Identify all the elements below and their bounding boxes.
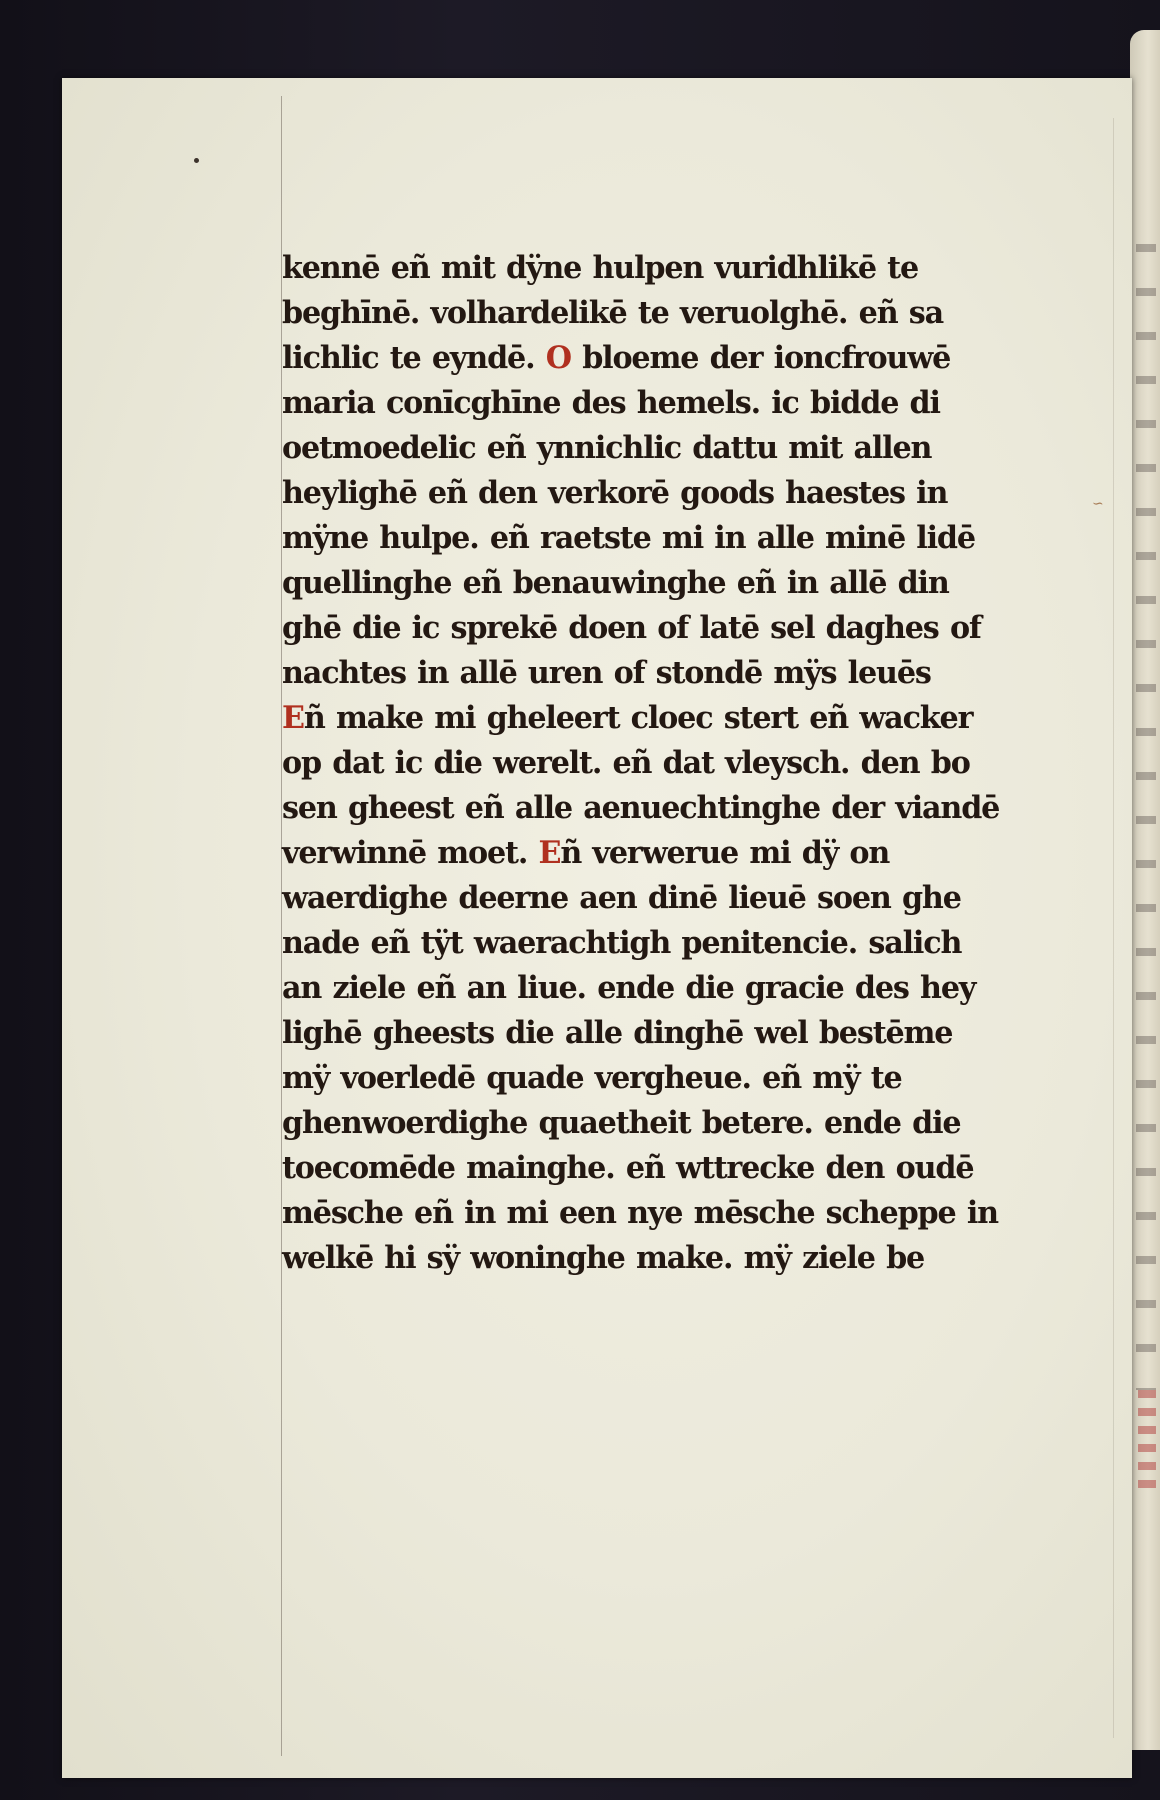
line-text: mēsche eñ in mi een nye mēsche scheppe in [282, 1195, 998, 1231]
manuscript-line [282, 1146, 1042, 1191]
text-show-through [1136, 230, 1156, 1390]
manuscript-line [282, 696, 1042, 741]
line-text: kennē eñ mit dÿne hulpen vuridhlikē te [282, 250, 918, 286]
line-text: op dat ic die werelt. eñ dat vleysch. den bo [282, 745, 970, 781]
right-ruling-line [1113, 118, 1114, 1738]
line-text: verwinnē moet. [282, 835, 539, 871]
line-text: ghenwoerdighe quaetheit betere. ende die [282, 1105, 961, 1141]
manuscript-line [282, 921, 1042, 966]
rubricated-initial: E [538, 835, 561, 871]
line-text: sen gheest eñ alle aenuechtinghe der viandē [282, 790, 1000, 826]
rubricated-initial: O [545, 340, 571, 376]
line-text: bloeme der ioncfrouwē [570, 340, 951, 376]
pricking-mark [194, 158, 199, 163]
manuscript-line [282, 516, 1042, 561]
line-text: toecomēde mainghe. eñ wttrecke den oudē [282, 1150, 974, 1186]
rubric-show-through [1138, 1380, 1156, 1490]
manuscript-line [282, 876, 1042, 921]
manuscript-line [282, 381, 1042, 426]
manuscript-line [282, 291, 1042, 336]
manuscript-line [282, 1236, 1042, 1281]
line-text: lichlic te eyndē. [282, 340, 546, 376]
manuscript-line [282, 1101, 1042, 1146]
manuscript-line [282, 1191, 1042, 1236]
line-text: lighē gheests die alle dinghē wel bestēme [282, 1015, 953, 1051]
line-text: oetmoedelic eñ ynnichlic dattu mit allen [282, 430, 932, 466]
line-text: mÿne hulpe. eñ raetste mi in alle minē lidē [282, 520, 975, 556]
line-text: ghē die ic sprekē doen of latē sel daghes of [282, 610, 981, 646]
line-text: nachtes in allē uren of stondē mÿs leuēs [282, 655, 931, 691]
marginal-stain: ∽ [1092, 496, 1104, 512]
manuscript-line [282, 561, 1042, 606]
line-text: maria conīcghīne des hemels. ic bidde di [282, 385, 940, 421]
line-text: heylighē eñ den verkorē goods haestes in [282, 475, 948, 511]
manuscript-line [282, 786, 1042, 831]
line-text: mÿ voerledē quade vergheue. eñ mÿ te [282, 1060, 902, 1096]
adjacent-leaf-edge [1130, 30, 1160, 1750]
line-text: ñ make mi gheleert cloec stert eñ wacker [303, 700, 973, 736]
manuscript-line [282, 831, 1042, 876]
manuscript-line [282, 1056, 1042, 1101]
manuscript-line [282, 651, 1042, 696]
line-text: ñ verwerue mi dÿ on [560, 835, 890, 871]
line-text: quellinghe eñ benauwinghe eñ in allē din [282, 565, 949, 601]
line-text: beghīnē. volhardelikē te veruolghē. eñ sa [282, 295, 944, 331]
line-text: waerdighe deerne aen dinē lieuē soen ghe [282, 880, 961, 916]
line-text: welkē hi sÿ woninghe make. mÿ ziele be [282, 1240, 925, 1276]
manuscript-line [282, 966, 1042, 1011]
manuscript-text-block [282, 246, 1062, 1281]
manuscript-line [282, 471, 1042, 516]
manuscript-line [282, 606, 1042, 651]
manuscript-line [282, 1011, 1042, 1056]
manuscript-line [282, 246, 1042, 291]
manuscript-page [62, 78, 1132, 1778]
manuscript-line [282, 336, 1042, 381]
rubricated-initial: E [282, 700, 304, 736]
line-text: an ziele eñ an liue. ende die gracie des hey [282, 970, 976, 1006]
manuscript-line [282, 426, 1042, 471]
line-text: nade eñ tÿt waerachtigh penitencie. salich [282, 925, 962, 961]
manuscript-line [282, 741, 1042, 786]
